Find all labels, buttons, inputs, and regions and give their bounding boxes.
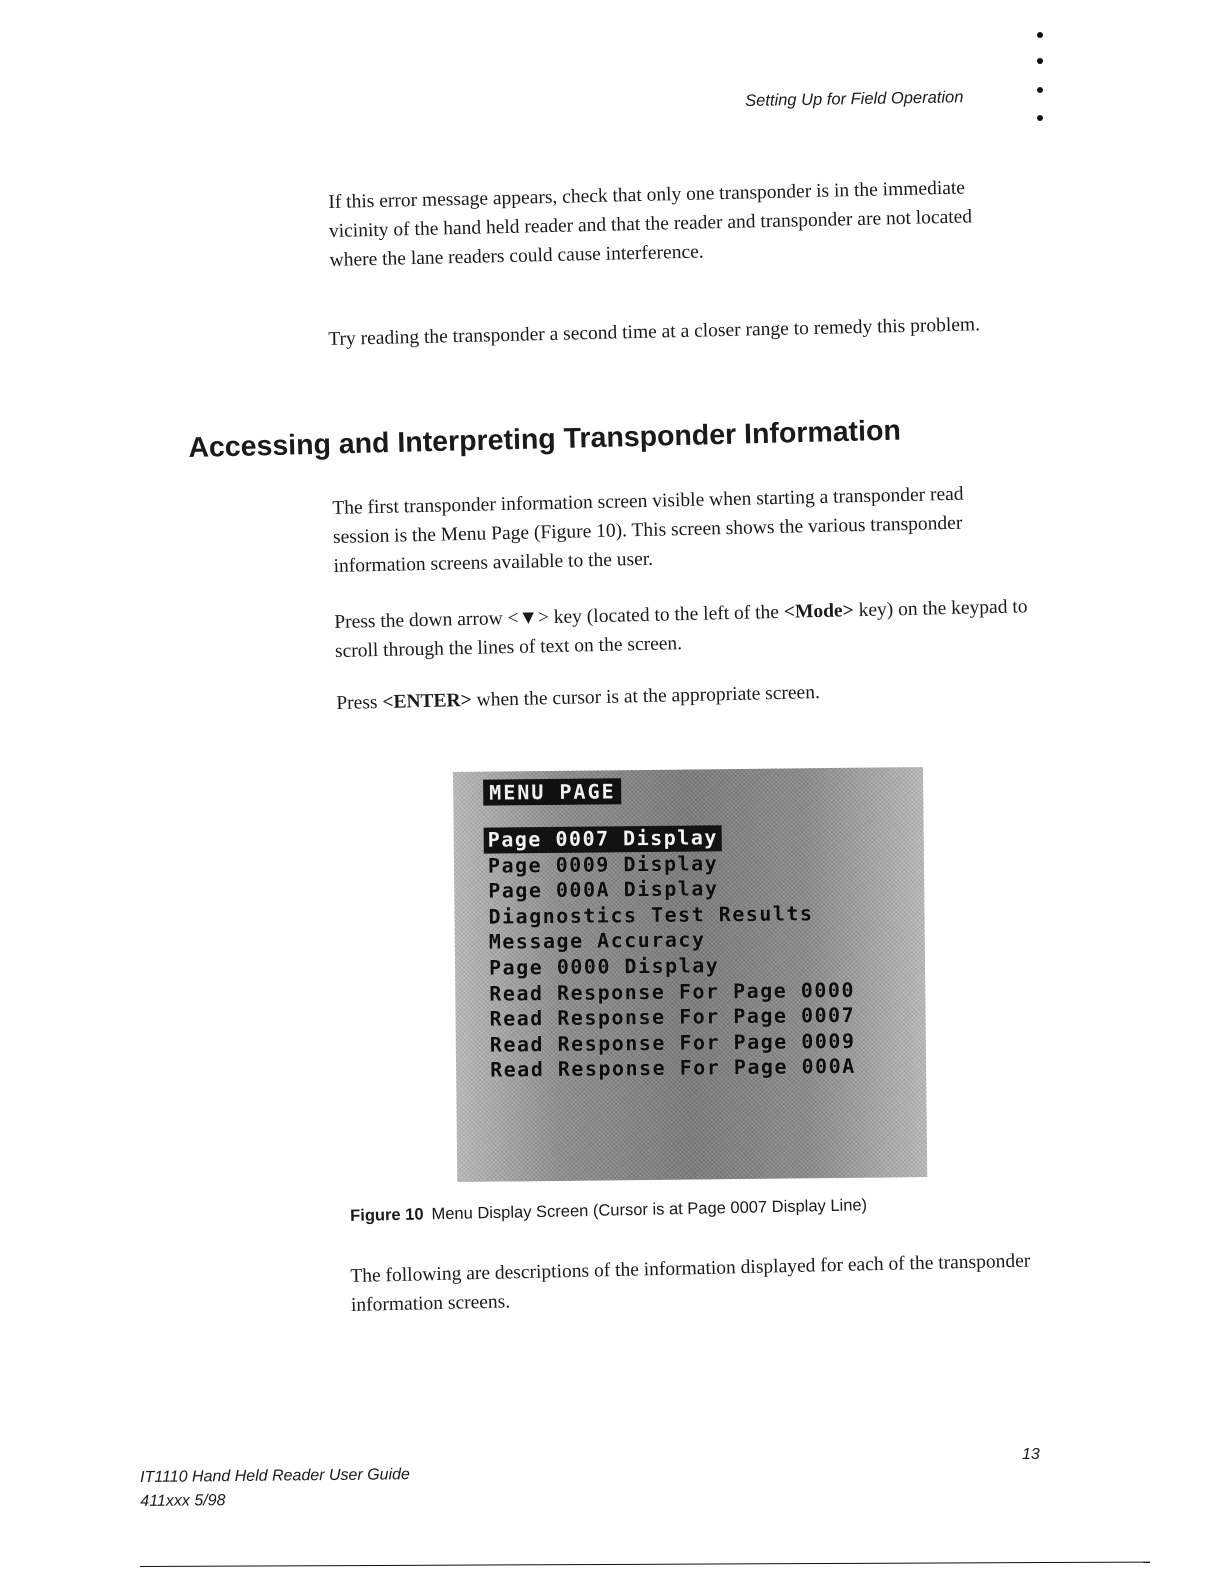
text-run: Press (336, 691, 383, 714)
menu-item[interactable]: Message Accuracy (488, 927, 706, 955)
menu-item[interactable]: Read Response For Page 0007 (489, 1002, 856, 1031)
figure-caption (350, 1196, 867, 1226)
guide-title: IT1110 Hand Held Reader User Guide (140, 1466, 410, 1486)
margin-dot (1037, 32, 1043, 38)
paragraph-intro: The first transponder information screen visible when starting a transponder read session is the Menu Page (Figure 10). This screen shows the various transponder information screens available to the user. (332, 483, 964, 577)
margin-dot (1037, 87, 1043, 93)
menu-item[interactable]: Read Response For Page 0000 (489, 977, 856, 1006)
text-run: when the cursor is at the appropriate screen. (471, 682, 821, 711)
paragraph-error-check: If this error message appears, check that only one transponder is in the immediate vicinity of the hand held reader and that the reader and transponder are not located where the lane readers could cause interference. (328, 177, 973, 271)
menu-display-screen (453, 767, 927, 1182)
caption-text: Menu Display Screen (Cursor is at Page 0007 Display Line) (431, 1196, 868, 1224)
menu-item[interactable]: Read Response For Page 000A (489, 1054, 856, 1082)
menu-item[interactable]: Page 0009 Display (487, 850, 719, 878)
menu-item[interactable]: Page 0000 Display (488, 953, 720, 980)
menu-item-selected[interactable]: Page 0007 Display (484, 825, 722, 853)
paragraph-following: The following are descriptions of the information displayed for each of the transponder information screens. (350, 1250, 1031, 1316)
paragraph-retry: Try reading the transponder a second time at a closer range to remedy this problem. (328, 314, 981, 350)
margin-dot (1037, 58, 1043, 64)
screen-title: MENU PAGE (483, 778, 622, 805)
menu-list (484, 824, 860, 1084)
margin-dot (1037, 115, 1043, 121)
paragraph-enter (336, 673, 1036, 718)
section-title: Accessing and Interpreting Transponder Information (188, 414, 902, 464)
figure-label: Figure 10 (350, 1205, 424, 1225)
menu-item[interactable]: Page 000A Display (488, 876, 719, 903)
paragraph-scroll (334, 592, 1035, 666)
text-run: Press the down arrow < (334, 607, 519, 633)
footer-rule (140, 1562, 1150, 1567)
page-number: 13 (1022, 1446, 1040, 1463)
text-run: key) on the keypad to scroll through the lines of text on the screen. (334, 596, 1028, 662)
mode-key: <Mode> (783, 600, 854, 623)
doc-code: 411xxx 5/98 (140, 1492, 226, 1510)
menu-item[interactable]: Diagnostics Test Results (488, 901, 814, 929)
menu-item[interactable]: Read Response For Page 0009 (489, 1028, 856, 1057)
running-head: Setting Up for Field Operation (745, 88, 964, 110)
down-arrow-icon: ▼ (518, 607, 539, 629)
enter-key: <ENTER> (382, 689, 473, 713)
text-run: > key (located to the left of the (537, 601, 785, 629)
footer (140, 1463, 410, 1514)
